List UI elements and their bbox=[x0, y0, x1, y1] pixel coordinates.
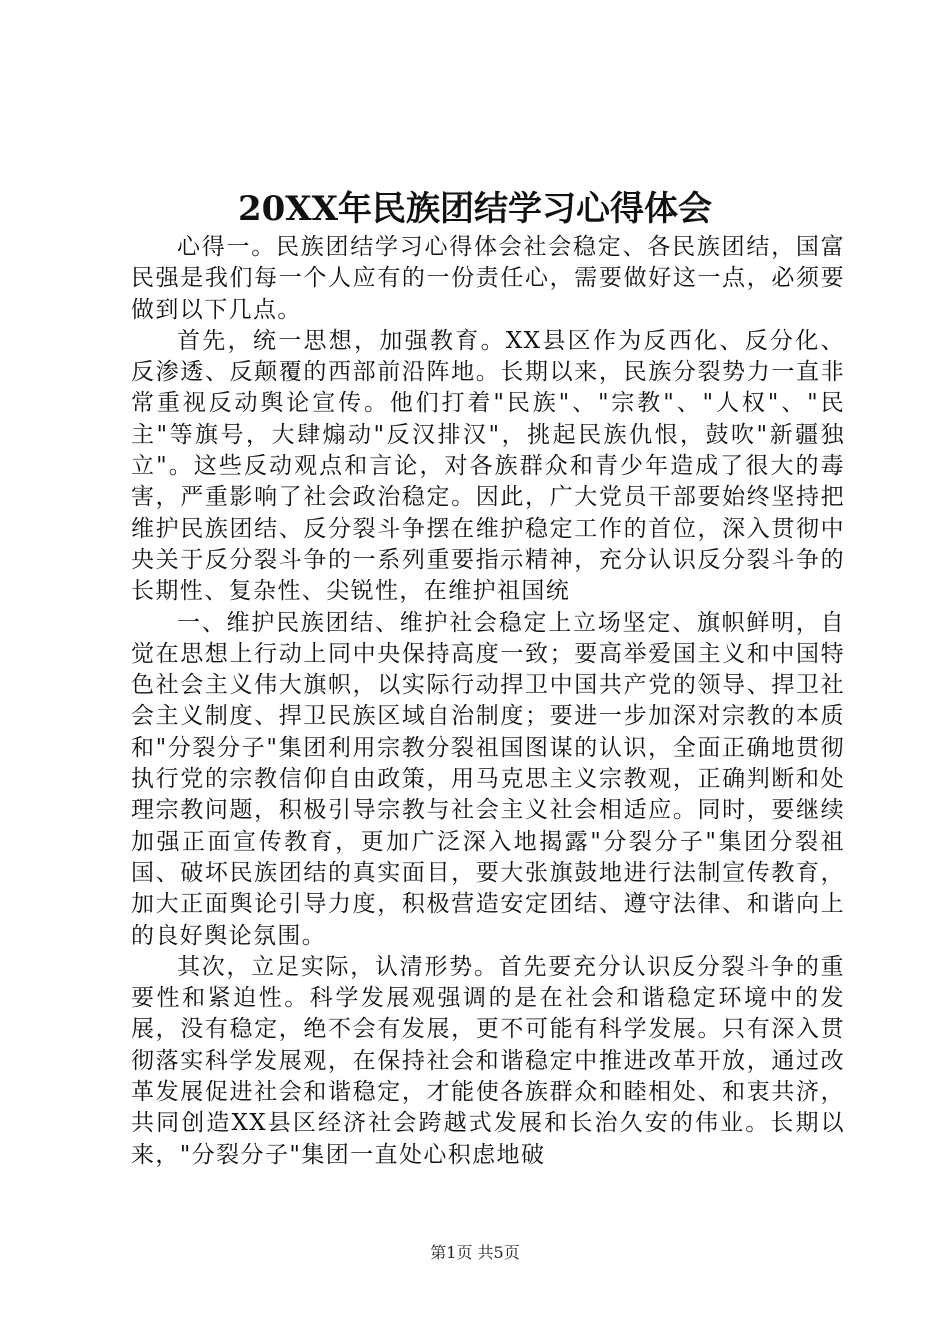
paragraph-3: 一、维护民族团结、维护社会稳定上立场坚定、旗帜鲜明，自觉在思想上行动上同中央保持高度一致；要高举爱国主义和中国特色社会主义伟大旗帜，以实际行动捍卫中国共产党的领导、捍卫社会主义制度、捍卫民族区域自治制度；要进一步加深对宗教的本质和"分裂分子"集团利用宗教分裂祖国图谋的认识，全面正确地贯彻执行党的宗教信仰自由政策，用马克思主义宗教观，正确判断和处理宗教问题，积极引导宗教与社会主义社会相适应。同时，要继续加强正面宣传教育，更加广泛深入地揭露"分裂分子"集团分裂祖国、破坏民族团结的真实面目，要大张旗鼓地进行法制宣传教育，加大正面舆论引导力度，积极营造安定团结、遵守法律、和谐向上的良好舆论氛围。 bbox=[131, 609, 845, 949]
paragraph-1: 心得一。民族团结学习心得体会社会稳定、各民族团结，国富民强是我们每一个人应有的一份责任心，需要做好这一点，必须要做到以下几点。 bbox=[131, 234, 845, 323]
paragraph-2: 首先，统一思想，加强教育。XX县区作为反西化、反分化、反渗透、反颠覆的西部前沿阵地。长期以来，民族分裂势力一直非常重视反动舆论宣传。他们打着"民族"、"宗教"、"人权"、"民主"等旗号，大肆煽动"反汉排汉"，挑起民族仇恨，鼓吹"新疆独立"。这些反动观点和言论，对各族群众和青少年造成了很大的毒害，严重影响了社会政治稳定。因此，广大党员干部要始终坚持把维护民族团结、反分裂斗争摆在维护稳定工作的首位，深入贯彻中央关于反分裂斗争的一系列重要指示精神，充分认识反分裂斗争的长期性、复杂性、尖锐性，在维护祖国统 bbox=[131, 327, 845, 605]
paragraph-4: 其次，立足实际，认清形势。首先要充分认识反分裂斗争的重要性和紧迫性。科学发展观强调的是在社会和谐稳定环境中的发展，没有稳定，绝不会有发展，更不可能有科学发展。只有深入贯彻落实科学发展观，在保持社会和谐稳定中推进改革开放，通过改革发展促进社会和谐稳定，才能使各族群众和睦相处、和衷共济，共同创造XX县区经济社会跨越式发展和长治久安的伟业。长期以来，"分裂分子"集团一直处心积虑地破 bbox=[131, 953, 845, 1168]
document-body bbox=[131, 232, 845, 1171]
document-title: 20XX年民族团结学习心得体会 bbox=[237, 189, 713, 229]
page-footer: 第1页 共5页 bbox=[430, 1243, 520, 1262]
